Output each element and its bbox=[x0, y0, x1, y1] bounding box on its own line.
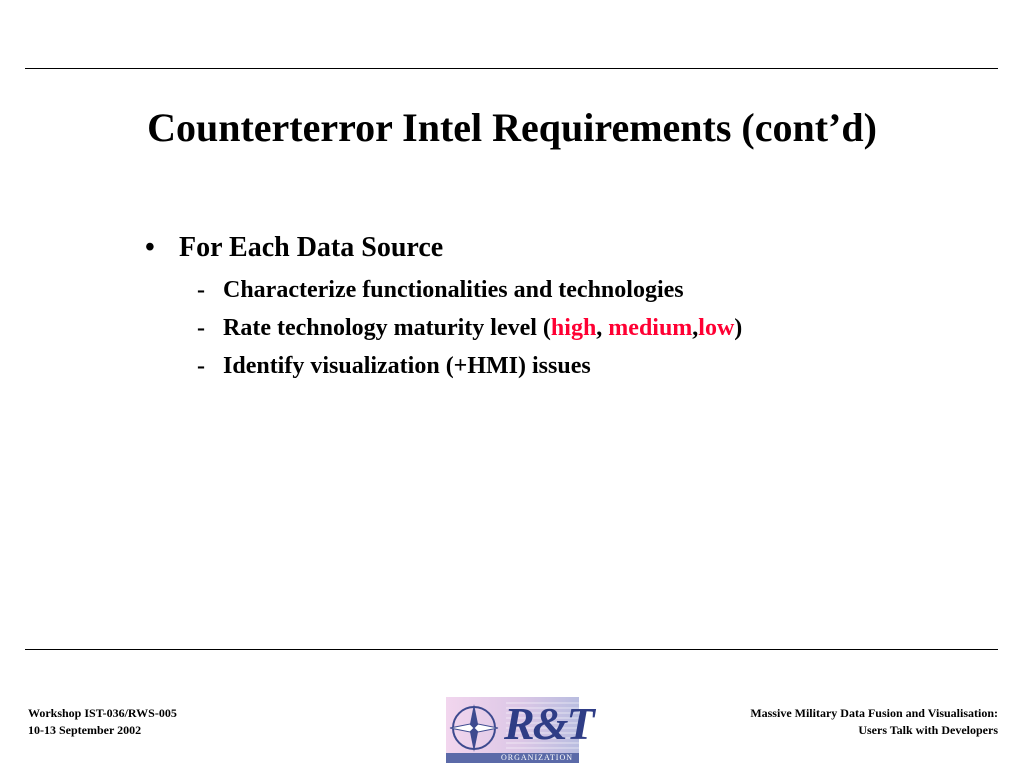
footer-workshop-info bbox=[28, 705, 177, 739]
sub-item-characterize bbox=[197, 274, 684, 306]
bullet-item-data-source bbox=[145, 228, 443, 268]
level-low: low bbox=[698, 315, 735, 341]
logo-caption: ORGANIZATION bbox=[501, 753, 573, 762]
footer-event-subtitle: Users Talk with Developers bbox=[858, 723, 998, 737]
bottom-divider bbox=[25, 649, 998, 650]
top-divider bbox=[25, 68, 998, 69]
sub-item-marker: - bbox=[197, 353, 205, 379]
logo-letters: R&T bbox=[504, 698, 593, 749]
footer-event-title: Massive Military Data Fusion and Visualisation: bbox=[750, 706, 998, 720]
footer-workshop-date: 10-13 September 2002 bbox=[28, 723, 142, 737]
level-separator: , bbox=[692, 315, 699, 341]
sub-item-prefix: Rate technology maturity level ( bbox=[223, 315, 551, 341]
footer-workshop-id: Workshop IST-036/RWS-005 bbox=[28, 706, 177, 720]
slide-title: Counterterror Intel Requirements (cont’d) bbox=[147, 105, 877, 150]
level-separator: , bbox=[596, 315, 609, 341]
sub-item-marker: - bbox=[197, 277, 205, 303]
level-medium: medium bbox=[608, 315, 693, 341]
footer-event-info bbox=[750, 705, 998, 739]
sub-item-marker: - bbox=[197, 315, 205, 341]
bullet-marker: • bbox=[145, 232, 155, 263]
sub-item-rate-maturity bbox=[197, 312, 742, 344]
sub-item-visualization bbox=[197, 350, 591, 382]
sub-item-text: Characterize functionalities and technologies bbox=[223, 277, 684, 303]
level-high: high bbox=[550, 315, 597, 341]
sub-item-text: Identify visualization (+HMI) issues bbox=[223, 353, 591, 379]
nato-rto-logo-icon bbox=[446, 697, 593, 763]
sub-item-suffix: ) bbox=[734, 315, 743, 341]
bullet-text: For Each Data Source bbox=[179, 232, 444, 263]
